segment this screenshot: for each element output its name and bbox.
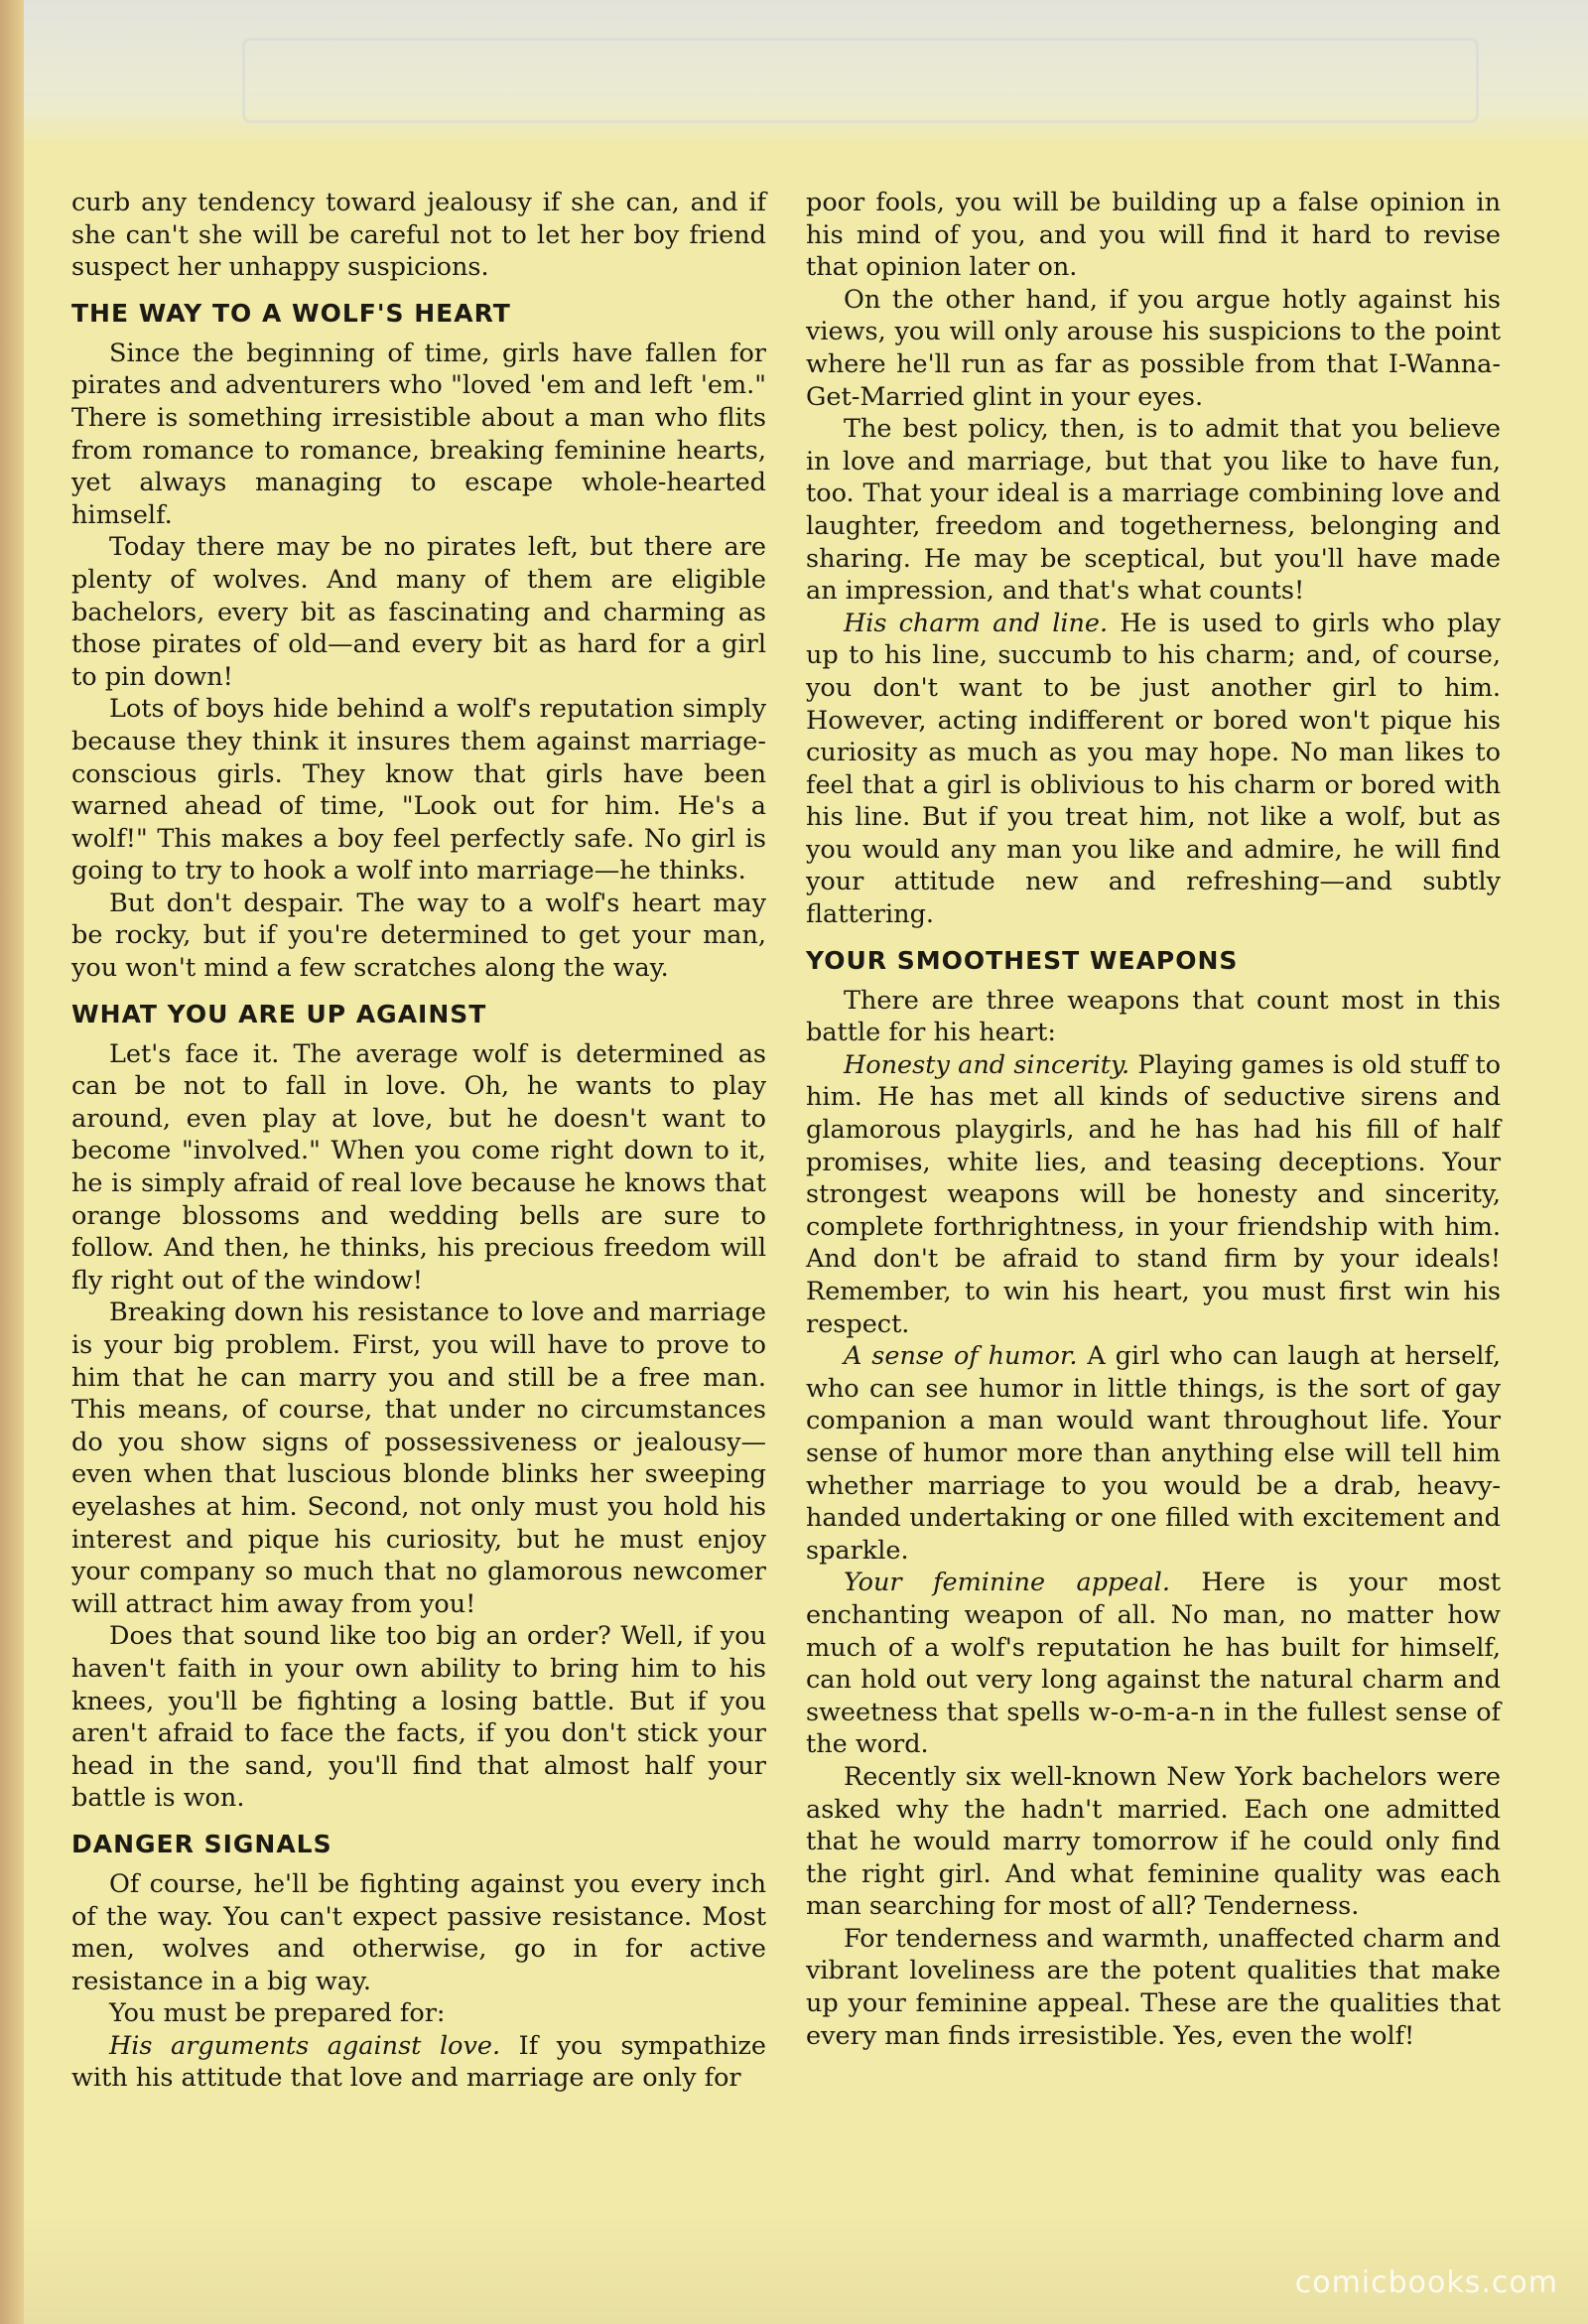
paragraph: Of course, he'll be fighting against you every inch of the way. You can't expect passive resistance. Most men, wolves and otherwise, go in for active resistance in a big way. [71, 1868, 766, 1996]
paragraph [806, 1567, 1501, 1761]
paragraph [71, 2030, 766, 2095]
paragraph: But don't despair. The way to a wolf's heart may be rocky, but if you're determined to get your man, you won't mind a few scratches along the way. [71, 888, 766, 984]
paragraph: Lots of boys hide behind a wolf's reputation simply because they think it insures them against marriage-conscious girls. They know that girls have been warned ahead of time, "Look out for him. He's a wolf!" This makes a boy feel perfectly safe. No girl is going to try to hook a wolf into marriage—he thinks. [71, 694, 766, 887]
right-column [806, 187, 1501, 2052]
paragraph-text: If you sympathize with his attitude that love and marriage are only for [71, 2030, 766, 2094]
left-intro-paragraph: curb any tendency toward jealousy if she can, and if she can't she will be careful not to let her boy friend suspect her unhappy suspicions. [71, 188, 766, 283]
paragraph: Let's face it. The average wolf is determined as can be not to fall in love. Oh, he wants to play around, even play at love, but he doesn't want to become "involved." When you come right down to it, he is simply afraid of real love because he knows that orange blossoms and wedding bells are sure to follow. And then, he thinks, his precious freedom will fly right out of the window! [71, 1038, 766, 1296]
heading-smoothest-weapons: YOUR SMOOTHEST WEAPONS [806, 945, 1239, 975]
paragraph-lead: His arguments against love. [109, 2030, 501, 2061]
paragraph: Today there may be no pirates left, but there are plenty of wolves. And many of them are eligible bachelors, every bit as fascinating and charming as those pirates of old—and every bit as hard for a girl to pin down! [71, 532, 766, 692]
right-intro-paragraph: poor fools, you will be building up a false opinion in his mind of you, and you will find it hard to revise that opinion later on. [806, 188, 1501, 283]
paragraph-lead: A sense of humor. [844, 1341, 1078, 1372]
watermark: comicbooks.com [1294, 2265, 1558, 2300]
paragraph: Since the beginning of time, girls have fallen for pirates and adventurers who "loved 'em and left 'em." There is something irresistible about a man who flits from romance to romance, breaking feminine hearts, yet always managing to escape whole-hearted himself. [71, 338, 766, 530]
paragraph [806, 1049, 1501, 1340]
paragraph: For tenderness and warmth, unaffected charm and vibrant loveliness are the potent qualities that make up your feminine appeal. These are the qualities that every man finds irresistible. Yes, even the wolf! [806, 1923, 1501, 2051]
heading-wolfs-heart: THE WAY TO A WOLF'S HEART [71, 298, 511, 328]
paragraph: There are three weapons that count most in this battle for his heart: [806, 985, 1501, 1048]
paragraph [806, 1340, 1501, 1567]
paragraph [806, 608, 1501, 931]
left-column [71, 187, 766, 2095]
paragraph: Breaking down his resistance to love and marriage is your big problem. First, you will have to prove to him that he can marry you and still be a free man. This means, of course, that under no circumstances do you show signs of possessiveness or jealousy—even when that luscious blonde blinks her sweeping eyelashes at him. Second, not only must you hold his interest and pique his curiosity, but he must enjoy your company so much that no glamorous newcomer will attract him away from you! [71, 1298, 766, 1619]
paragraph-text: Here is your most enchanting weapon of all. No man, no matter how much of a wolf's reputation he has built for himself, can hold out very long against the natural charm and sweetness that spells w-o-m-a-n in the fullest sense of the word. [806, 1568, 1502, 1760]
faded-header-area [24, 0, 1588, 149]
paragraph: On the other hand, if you argue hotly against his views, you will only arouse his suspicions to the point where he'll run as far as possible from that I-Wanna-Get-Married glint in your eyes. [806, 284, 1501, 412]
faded-title-banner [242, 38, 1479, 123]
paragraph-text: A girl who can laugh at herself, who can see humor in little things, is the sort of gay companion a man would want throughout life. Your sense of humor more than anything else will tell him whether marriage to you would be a drab, heavy-handed undertaking or one filled with excitement and sparkle. [806, 1341, 1501, 1566]
paragraph: You must be prepared for: [109, 1998, 446, 2029]
heading-danger-signals: DANGER SIGNALS [71, 1829, 332, 1858]
paragraph-lead: Your feminine appeal. [844, 1568, 1170, 1598]
paragraph-lead: His charm and line. [844, 608, 1109, 638]
paragraph-text: Playing games is old stuff to him. He has met all kinds of seductive sirens and glamorous playgirls, and he has had his fill of half promises, white lies, and teasing deceptions. Your strongest weapons will be honesty and sincerity, complete forthrightness, in your friendship with him. And don't be afraid to stand firm by your ideals! Remember, to win his heart, you must first win his respect. [806, 1049, 1502, 1339]
paragraph: The best policy, then, is to admit that you believe in love and marriage, but that you like to have fun, too. That your ideal is a marriage combining love and laughter, freedom and togetherness, belonging and sharing. He may be sceptical, but you'll have made an impression, and that's what counts! [806, 414, 1501, 607]
paragraph: Recently six well-known New York bachelors were asked why the hadn't married. Each one admitted that he would marry tomorrow if he could only find the right girl. And what feminine quality was each man searching for most of all? Tenderness. [806, 1761, 1501, 1922]
paragraph-lead: Honesty and sincerity. [844, 1049, 1130, 1080]
paragraph: Does that sound like too big an order? Well, if you haven't faith in your own ability to bring him to his knees, you'll be fighting a losing battle. But if you aren't afraid to face the facts, if you don't stick your head in the sand, you'll find that almost half your battle is won. [71, 1621, 766, 1814]
page-edge [0, 0, 24, 2324]
heading-up-against: WHAT YOU ARE UP AGAINST [71, 999, 487, 1028]
paragraph-text: He is used to girls who play up to his line, succumb to his charm; and, of course, you don't want to be just another girl to him. However, acting indifferent or bored won't pique his curiosity as much as you may hope. No man likes to feel that a girl is oblivious to his charm or bored with his line. But if you treat him, not like a wolf, but as you would any man you like and admire, he will find your attitude new and refreshing—and subtly flattering. [806, 608, 1501, 930]
